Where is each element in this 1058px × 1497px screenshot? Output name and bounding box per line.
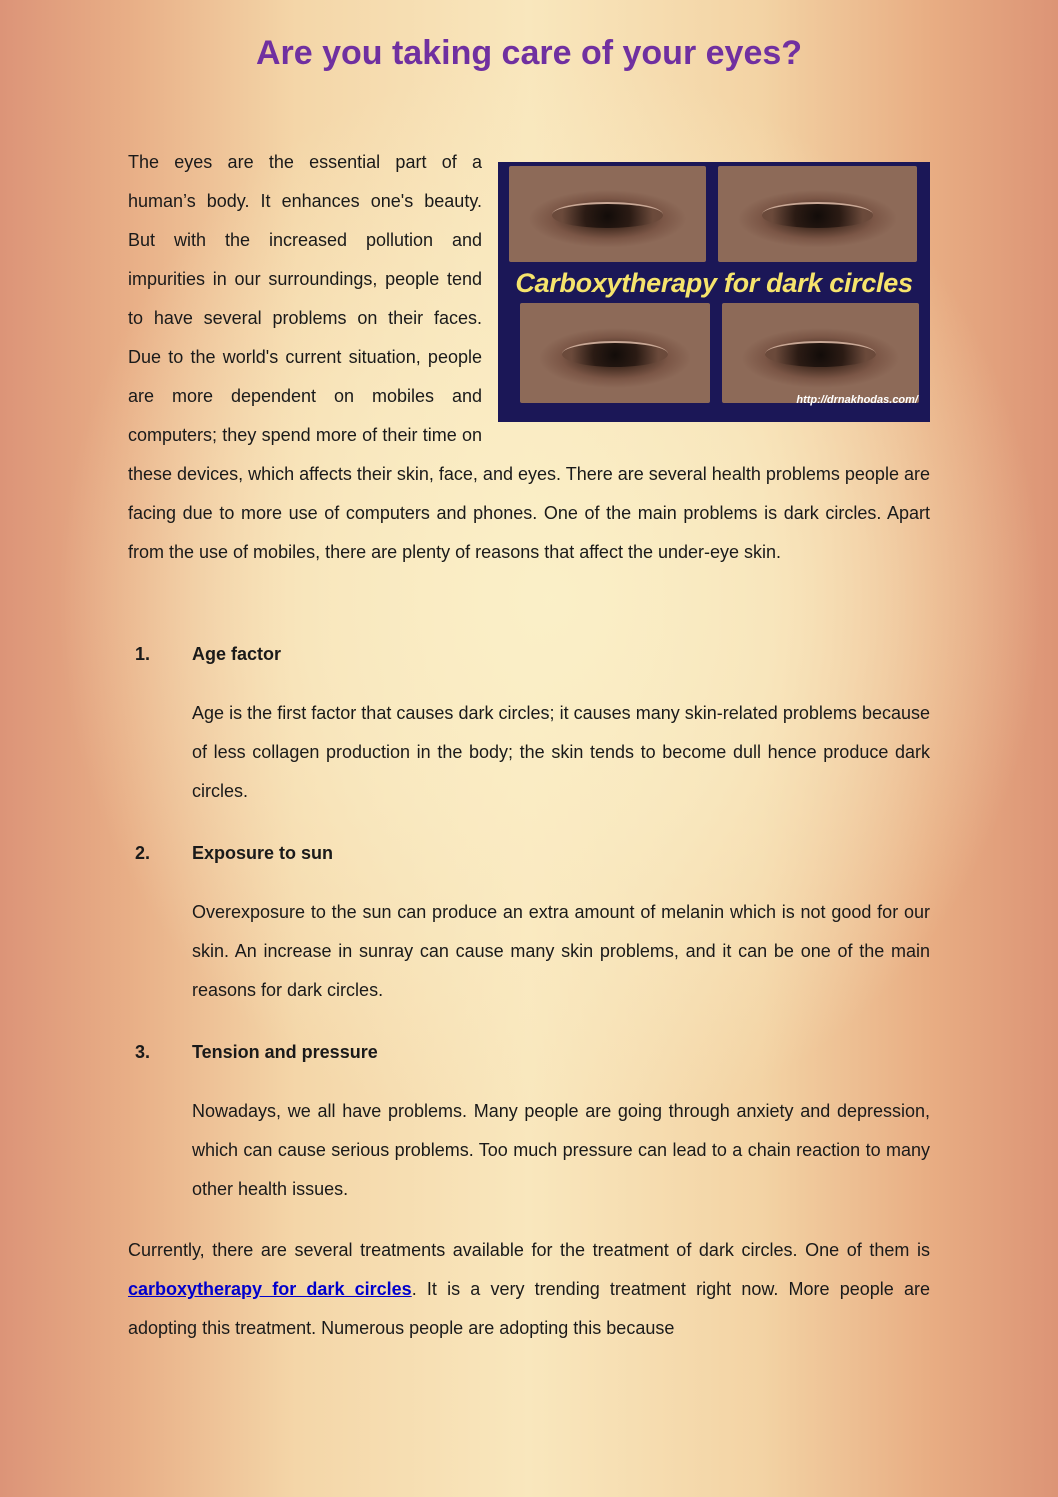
eye-photo-bottom-left <box>520 303 710 403</box>
list-item-number: 3. <box>134 1042 150 1062</box>
intro-text: The eyes are the essential part of a human’s body. It enhances one's beauty. But with the increased pollution and impurities in our surroundings, people tend to have several problems on their faces. Due to the world's current situation, people are more dependent on mobiles and computers; they spend more of their time on these devices, which affects their skin, face, and eyes. There are several health problems people are facing due to more use of computers and phones. One of the main problems is dark circles. Apart from the use of mobiles, there are plenty of reasons that affect the under-eye skin. <box>128 152 930 562</box>
list-item-number: 1. <box>134 644 150 664</box>
figure-url: http://drnakhodas.com/ <box>796 394 918 406</box>
carboxytherapy-link[interactable]: carboxytherapy for dark circles <box>128 1279 412 1299</box>
list-item-text: Age is the first factor that causes dark circles; it causes many skin-related problems because of less collagen production in the body; the skin tends to become dull hence produce dark circles. <box>192 703 930 801</box>
list-item-title: Tension and pressure <box>192 1042 378 1062</box>
list-item-title: Exposure to sun <box>192 843 334 863</box>
list-item-number: 2. <box>134 843 150 863</box>
list-item-text: Overexposure to the sun can produce an extra amount of melanin which is not good for our skin. An increase in sunray can cause many skin problems, and it can be one of the main reasons for dark circles. <box>192 902 930 1000</box>
closing-paragraph <box>128 1231 930 1348</box>
closing-text-after: . It is a very trending treatment right now. More people are adopting this treatment. Numerous people are adopting this because <box>128 1279 930 1338</box>
list-item-title: Age factor <box>192 644 282 664</box>
intro-paragraph <box>128 143 930 572</box>
figure-caption: Carboxytherapy for dark circles <box>515 268 913 298</box>
closing-text-before: Currently, there are several treatments available for the treatment of dark circles. One of them is <box>128 1240 930 1260</box>
eye-photo-top-right <box>718 166 917 262</box>
eye-photo-top-left <box>509 166 706 262</box>
page-title: Are you taking care of your eyes? <box>255 34 803 72</box>
carboxytherapy-figure <box>498 162 930 422</box>
list-item-text: Nowadays, we all have problems. Many people are going through anxiety and depression, which can cause serious problems. Too much pressure can lead to a chain reaction to many other health issues. <box>192 1101 930 1199</box>
